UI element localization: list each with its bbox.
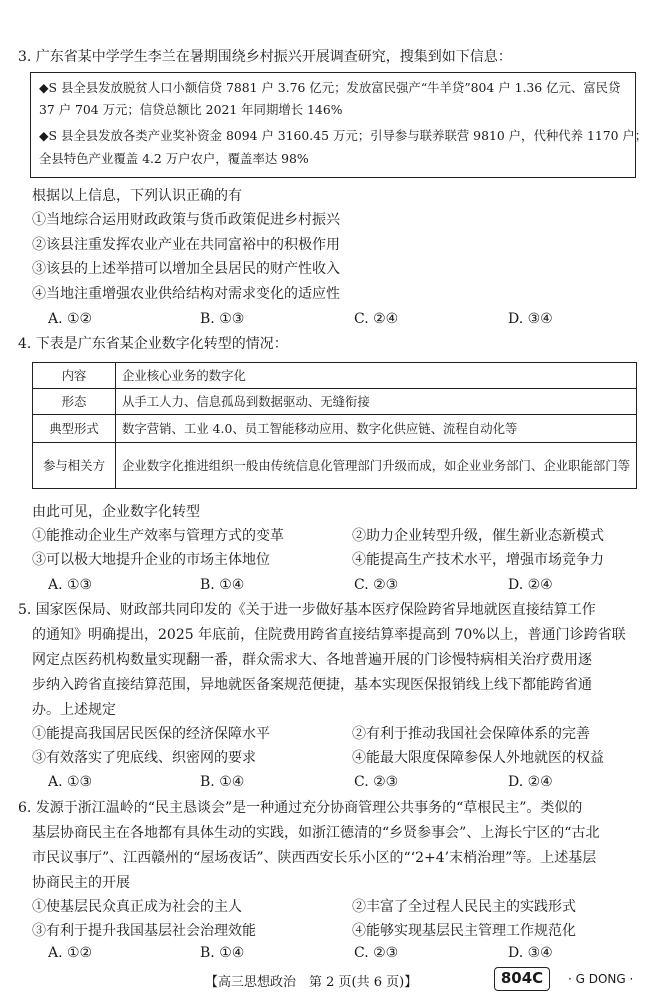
- q3-option-1: ①当地综合运用财政政策与货币政策促进乡村振兴: [32, 212, 340, 228]
- table-row: [33, 363, 637, 389]
- table-row: [33, 443, 637, 489]
- q3-answer-c: C. ②④: [354, 311, 399, 327]
- q6-answer-d: D. ③④: [508, 945, 553, 961]
- q3-option-4: ④当地注重增强农业供给结构对需求变化的适应性: [32, 286, 340, 302]
- table-row: [33, 389, 637, 415]
- q4-stem: 4. 下表是广东省某企业数字化转型的情况：: [18, 336, 288, 352]
- q3-box-line: ◆S 县全县发放脱贫人口小额信贷 7881 户 3.76 亿元；发放富民强产“牛羊贷”804 户 1.36 亿元、富民贷: [39, 80, 621, 95]
- q6-stem-line: 基层协商民主在各地都有具体生动的实践，如浙江德清的“乡贤参事会”、上海长宁区的“古北: [32, 825, 600, 841]
- q5-option-1: ①能提高我国居民医保的经济保障水平: [32, 726, 270, 742]
- q6-stem-line: 市民议事厅”、江西赣州的“屋场夜话”、陕西西安长乐小区的“‘2+4’末梢治理”等。上述基层: [32, 850, 597, 866]
- q4-option-1: ①能推动企业生产效率与管理方式的变革: [32, 528, 284, 544]
- q6-stem-line: 协商民主的开展: [32, 875, 130, 891]
- q6-answer-c: C. ②③: [354, 945, 399, 961]
- footer-brand: · G DONG ·: [568, 972, 634, 986]
- q5-stem-line: 办。上述规定: [32, 702, 116, 718]
- table-value: 从手工人力、信息孤岛到数据驱动、无缝衔接: [116, 389, 637, 415]
- q3-info-box: [30, 72, 648, 178]
- q3-option-3: ③该县的上述举措可以增加全县居民的财产性收入: [32, 261, 340, 277]
- q5-stem-line: 网定点医药机构数量实现翻一番，群众需求大、各地普遍开展的门诊慢特病相关治疗费用逐: [32, 652, 592, 668]
- q3-option-2: ②该县注重发挥农业产业在共同富裕中的积极作用: [32, 237, 340, 253]
- table-value: 数字营销、工业 4.0、员工智能移动应用、数字化供应链、流程自动化等: [116, 415, 637, 443]
- q6-option-4: ④能够实现基层民主管理工作规范化: [352, 923, 576, 939]
- table-key: 形态: [33, 389, 116, 415]
- q6-answer-b: B. ①④: [200, 945, 245, 961]
- q4-option-3: ③可以极大地提升企业的市场主体地位: [32, 552, 270, 568]
- q3-box-line: ◆S 县全县发放各类产业奖补资金 8094 户 3160.45 万元；引导参与联养联营 9810 户，代种代养 1170 户；: [39, 128, 648, 143]
- q5-option-2: ②有利于推动我国社会保障体系的完善: [352, 726, 590, 742]
- q5-answer-a: A. ①③: [48, 774, 93, 790]
- q6-stem-line: 6. 发源于浙江温岭的“民主恳谈会”是一种通过充分协商管理公共事务的“草根民主”。类似的: [18, 800, 583, 816]
- q3-box-line: 37 户 704 万元；信贷总额比 2021 年同期增长 146%: [39, 102, 343, 117]
- q4-ask: 由此可见，企业数字化转型: [32, 504, 200, 520]
- q3-answer-b: B. ①③: [200, 311, 245, 327]
- table-key: 典型形式: [33, 415, 116, 443]
- table-row: [33, 415, 637, 443]
- q3-stem: 3. 广东省某中学学生李兰在暑期围绕乡村振兴开展调查研究，搜集到如下信息：: [18, 49, 512, 65]
- table-key: 参与相关方: [33, 443, 116, 489]
- q3-box-line: 全县特色产业覆盖 4.2 万户农户，覆盖率达 98%: [39, 151, 309, 166]
- q4-answer-d: D. ②④: [508, 577, 553, 593]
- footer-title: 【高三思想政治 第 2 页(共 6 页)】: [205, 975, 418, 990]
- q4-answer-b: B. ①④: [200, 577, 245, 593]
- q3-answer-d: D. ③④: [508, 311, 553, 327]
- q4-option-4: ④能提高生产技术水平，增强市场竞争力: [352, 552, 604, 568]
- q5-answer-c: C. ②③: [354, 774, 399, 790]
- table-key: 内容: [33, 363, 116, 389]
- q5-option-3: ③有效落实了兜底线、织密网的要求: [32, 750, 256, 766]
- table-value: 企业数字化推进组织一般由传统信息化管理部门升级而成，如企业业务部门、企业职能部门等: [116, 443, 637, 489]
- q4-answer-c: C. ②③: [354, 577, 399, 593]
- q4-option-2: ②助力企业转型升级，催生新业态新模式: [352, 528, 604, 544]
- q6-option-3: ③有利于提升我国基层社会治理效能: [32, 923, 256, 939]
- q6-option-1: ①使基层民众真正成为社会的主人: [32, 899, 242, 915]
- q5-stem-line: 的通知》明确提出，2025 年底前，住院费用跨省直接结算率提高到 70%以上，普通门诊跨省联: [32, 627, 626, 643]
- q3-ask: 根据以上信息，下列认识正确的有: [32, 188, 242, 204]
- q5-option-4: ④能最大限度保障参保人外地就医的权益: [352, 750, 604, 766]
- q3-answer-a: A. ①②: [48, 311, 93, 327]
- q6-option-2: ②丰富了全过程人民民主的实践形式: [352, 899, 576, 915]
- q4-answer-a: A. ①③: [48, 577, 93, 593]
- exam-code-badge: 804C: [494, 967, 550, 991]
- q5-stem-line: 步纳入跨省直接结算范围，异地就医备案规范便捷，基本实现医保报销线上线下都能跨省通: [32, 677, 592, 693]
- q6-answer-a: A. ①②: [48, 945, 93, 961]
- table-value: 企业核心业务的数字化: [116, 363, 637, 389]
- q4-table: [32, 362, 637, 489]
- q5-answer-d: D. ②④: [508, 774, 553, 790]
- q5-answer-b: B. ①④: [200, 774, 245, 790]
- q5-stem-line: 5. 国家医保局、财政部共同印发的《关于进一步做好基本医疗保险跨省异地就医直接结算工作: [18, 602, 596, 618]
